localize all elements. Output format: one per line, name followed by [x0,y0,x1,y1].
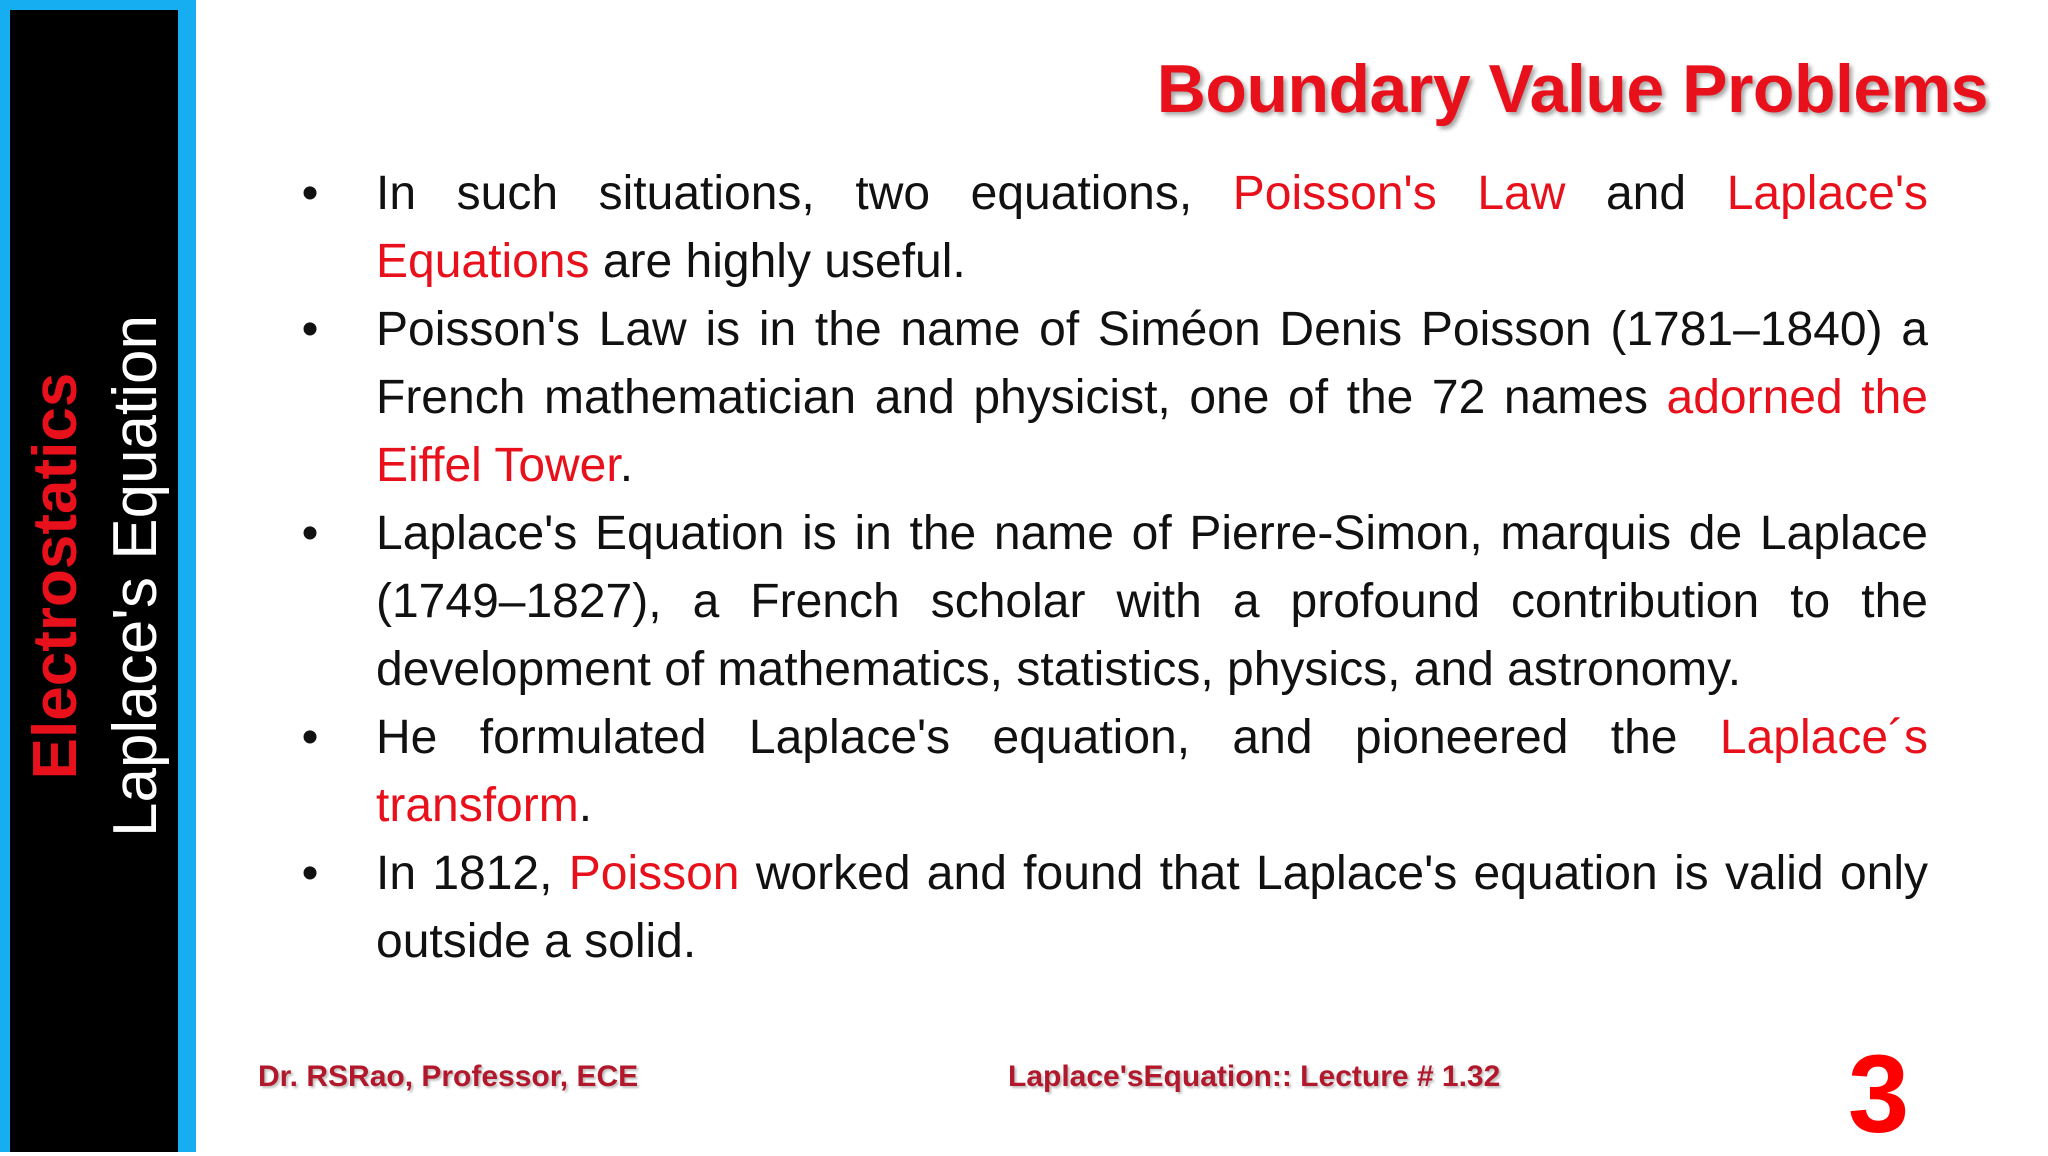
bullet-icon: • [301,507,319,560]
sidebar-topic: Electrostatics [21,372,90,780]
bullet-item [290,500,1928,704]
sidebar-subtopic: Laplace's Equation [101,314,170,838]
bullet-text: Laplace's Equation is in the name of Pierre-Simon, marquis de Laplace (1749–1827), a French scholar with a profound contribution to the development of mathematics, statistics, physics, and astronomy. [376,507,1928,696]
bullet-text: . [578,779,593,832]
bullet-icon: • [301,167,319,220]
bullet-text: In 1812, [376,847,569,900]
highlighted-text: adorned the Eiffel Tower [376,371,1928,492]
bullet-icon: • [301,711,319,764]
footer-lecture: Laplace'sEquation:: Lecture # 1.32 [1008,1060,1501,1093]
bullet-text: worked and found that Laplace's equation is valid only outside a solid. [376,847,1929,968]
bullet-text: Poisson's Law is in the name of Siméon Denis Poisson (1781–1840) a French mathematician and physicist, one of the 72 names [376,303,1928,424]
bullet-text: and [1565,167,1727,220]
bullet-text: He formulated Laplace's equation, and pioneered the [376,711,1720,764]
bullet-icon: • [301,303,319,356]
bullet-icon: • [301,847,319,900]
footer-author: Dr. RSRao, Professor, ECE [258,1060,639,1093]
bullet-item [290,296,1928,500]
bullet-text: In such situations, two equations, [376,167,1233,220]
sidebar-title [16,315,176,837]
bullet-list [290,160,1928,976]
bullet-item [290,840,1928,976]
bullet-item [290,160,1928,296]
bullet-text: are highly useful. [589,235,966,288]
highlighted-text: Laplace's Equations [376,167,1928,288]
bullet-item [290,704,1928,840]
page-number: 3 [1848,1033,1910,1156]
slide-title: Boundary Value Problems [1156,51,1988,127]
highlighted-text: Laplace´s transform [376,711,1928,832]
highlighted-text: Poisson [568,847,740,900]
highlighted-text: Poisson's Law [1232,167,1566,220]
bullet-text: . [619,439,634,492]
